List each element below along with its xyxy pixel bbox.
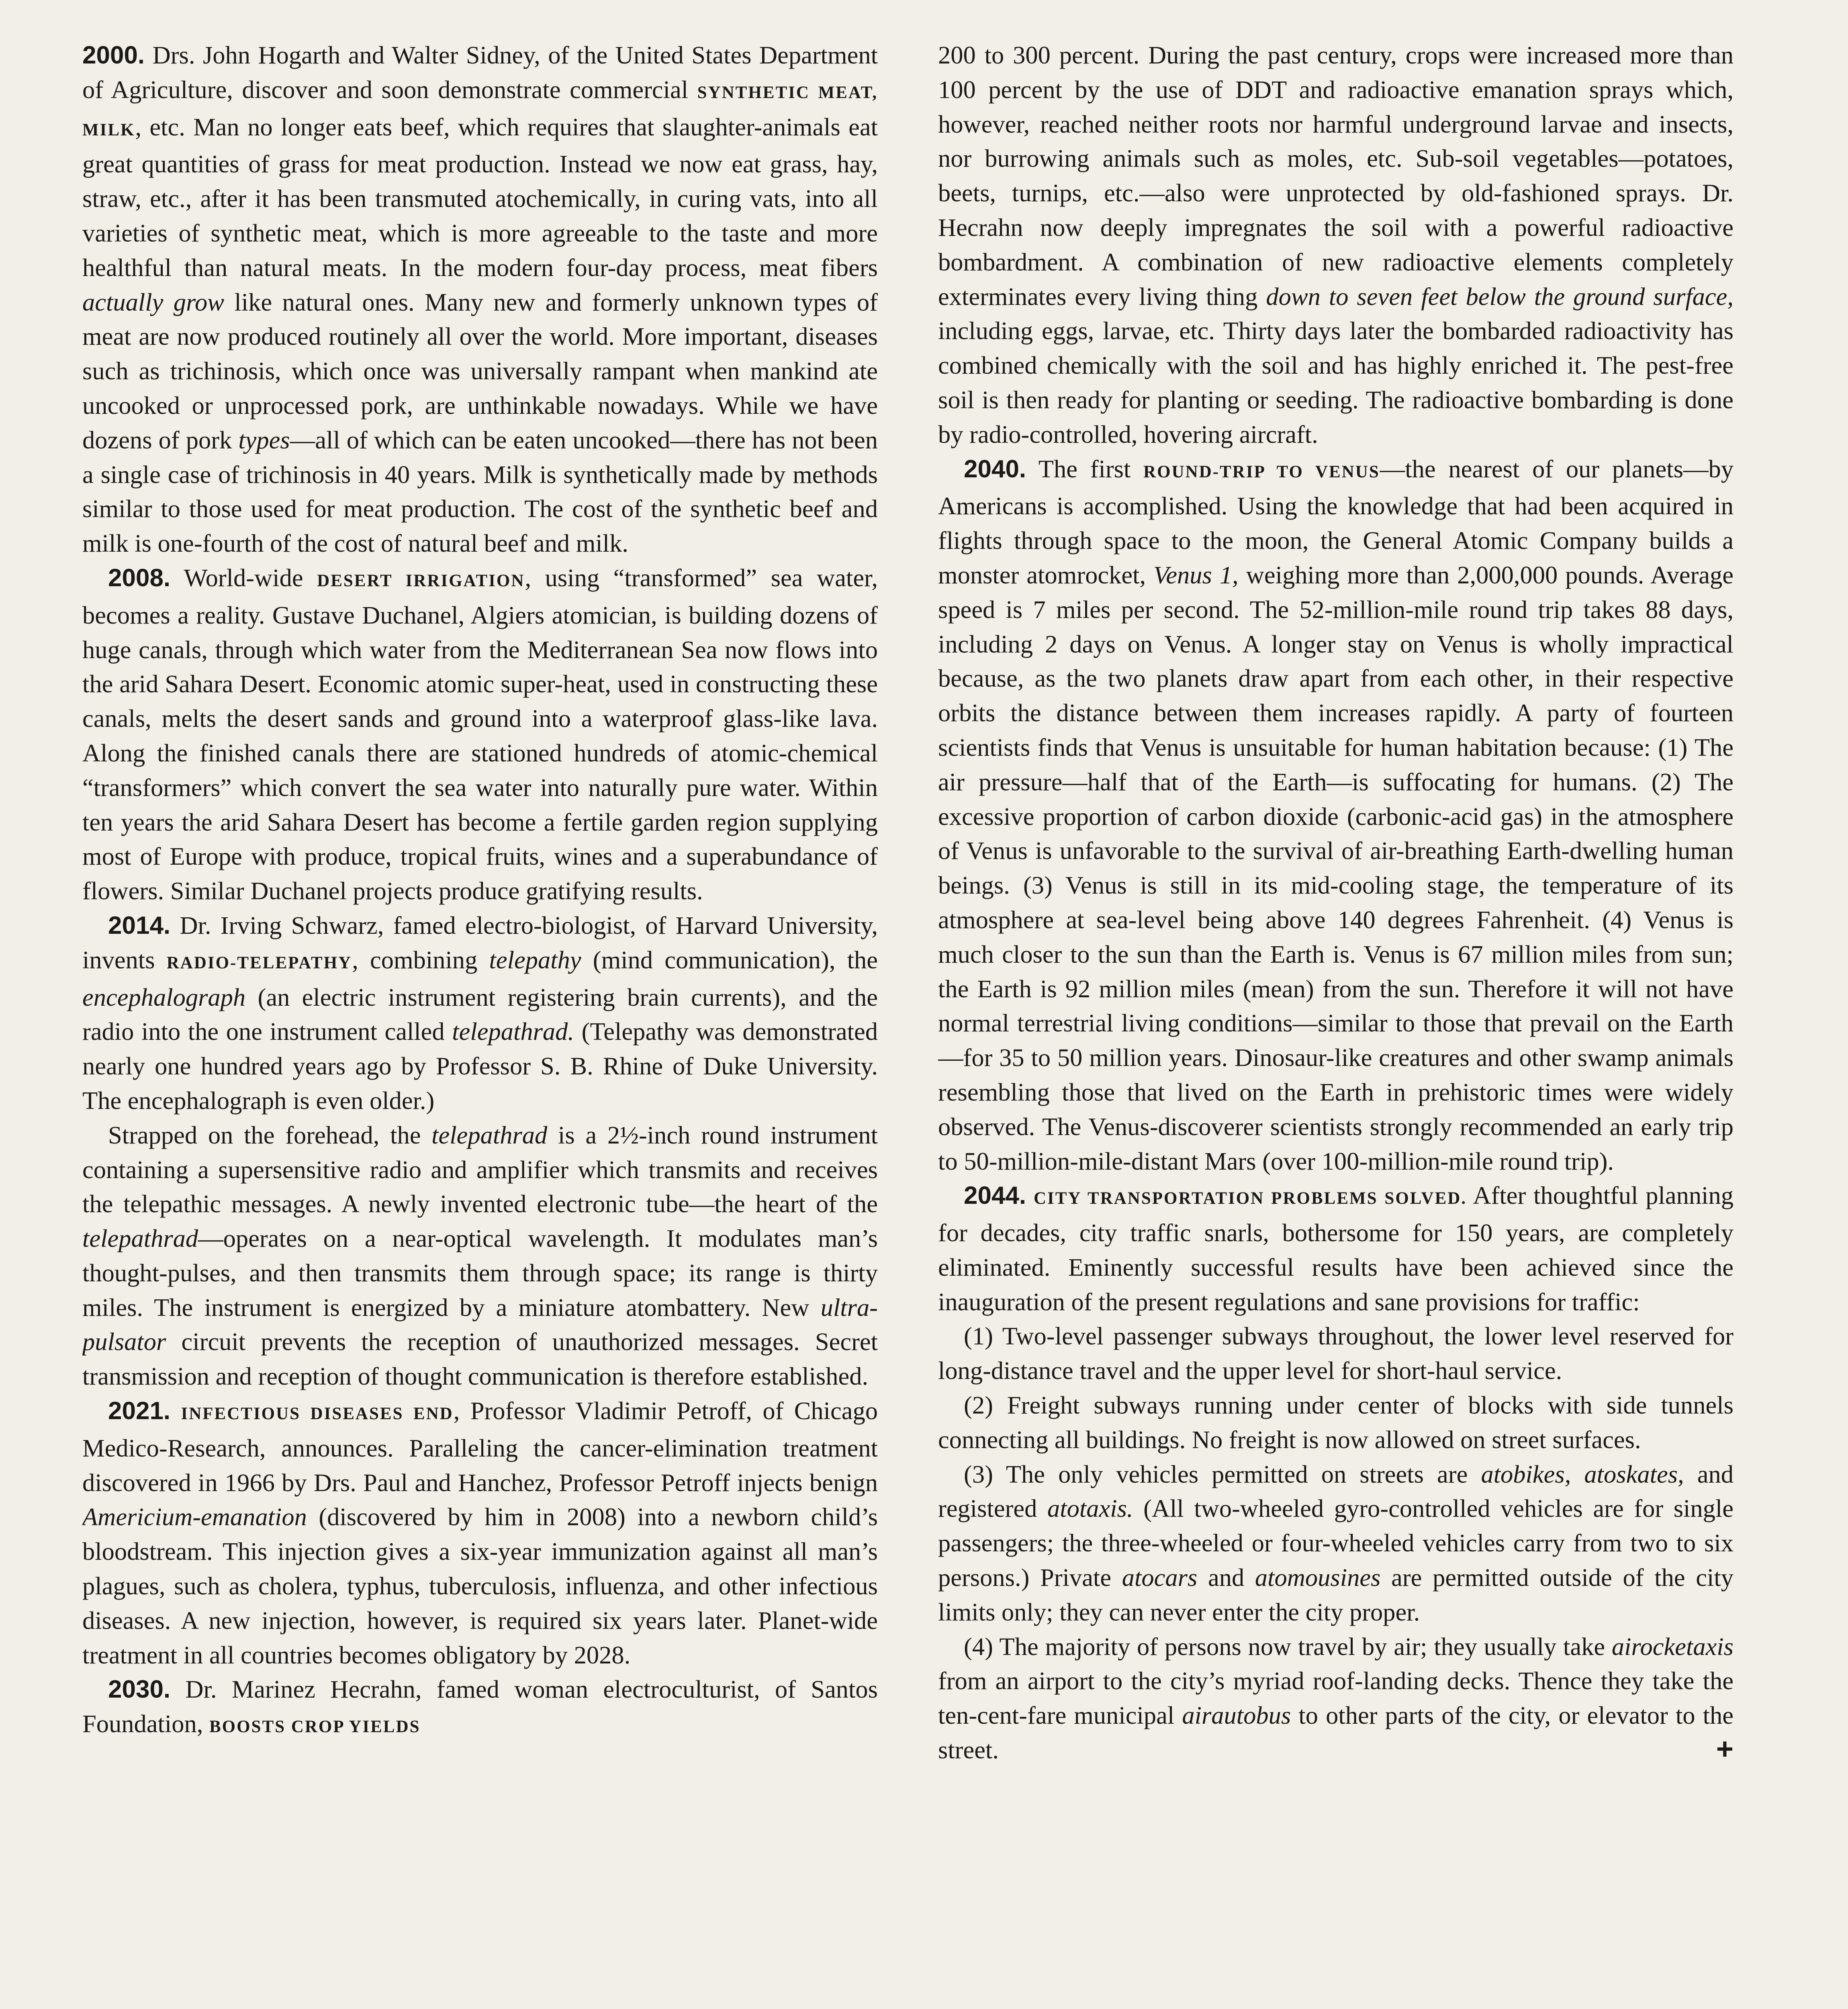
entry-keyword: SYNTHETIC MEAT, MILK	[82, 83, 878, 139]
entry-italic: atotaxis.	[1047, 1494, 1133, 1523]
entry-2014	[82, 908, 878, 1118]
entry-text: (1) Two-level passenger subways throughout, the lower level reserved for long-distance travel and the upper level for short-haul service.	[938, 1322, 1734, 1385]
entry-2040	[938, 452, 1734, 1179]
entry-text: (All two-wheeled gyro-controlled vehicles are for single passengers; the three-wheeled or four-wheeled vehicles carry from two to six persons.) Private	[938, 1494, 1734, 1592]
entry-2044-item-2	[938, 1388, 1734, 1457]
entry-text: The first	[1026, 454, 1144, 483]
entry-2008	[82, 561, 878, 908]
entry-text: like natural ones. Many new and formerly unknown types of meat are now produced routinely all over the world. More important, diseases such as trichinosis, which once was universally rampant when mankind ate uncooked or unprocessed pork, are unthinkable nowadays. While we have dozens of pork	[82, 288, 878, 454]
entry-text: is a 2½-inch round instrument containing a supersensitive radio and amplifier which transmits and receives the telepathic messages. A newly invented electronic tube—the heart of the	[82, 1121, 878, 1218]
entry-italic: types	[238, 426, 290, 454]
entry-italic: down to seven feet below the ground surface,	[1266, 282, 1734, 311]
entry-2021	[82, 1394, 878, 1672]
entry-text: and	[1197, 1563, 1255, 1592]
entry-year: 2021.	[108, 1397, 171, 1425]
entry-italic: telepathy	[489, 945, 581, 974]
entry-2030	[82, 1672, 878, 1744]
entry-keyword: RADIO-TELEPATHY	[166, 953, 352, 972]
entry-italic: Venus 1,	[1153, 561, 1239, 589]
entry-italic: airocketaxis	[1611, 1632, 1734, 1661]
entry-text: to other parts of the city, or elevator to the street.	[938, 1701, 1734, 1764]
entry-text	[170, 1397, 181, 1425]
entry-2044	[938, 1178, 1734, 1319]
entry-text: —operates on a near-optical wavelength. It modulates man’s thought-pulses, and then transmits them through space; its range is thirty miles. The instrument is energized by a miniature atombattery. New	[82, 1224, 878, 1322]
entry-italic: atomousines	[1255, 1563, 1381, 1592]
entry-text: (2) Freight subways running under center of blocks with side tunnels connecting all buildings. No freight is now allowed on street surfaces.	[938, 1391, 1734, 1454]
entry-text: from an airport to the city’s myriad roof-landing decks. Thence they take the ten-cent-fare municipal	[938, 1667, 1734, 1730]
entry-italic: airautobus	[1182, 1701, 1291, 1730]
entry-year: 2040.	[964, 455, 1026, 483]
entry-text: (discovered by him in 2008) into a newborn child’s bloodstream. This injection gives a six-year immunization against all man’s plagues, such as cholera, typhus, tuberculosis, influenza, and other infectious diseases. A new injection, however, is required six years later. Planet-wide treatment in all countries becomes obligatory by 2028.	[82, 1503, 878, 1669]
entry-text: Dr. Marinez Hecrahn, famed woman electroculturist, of Santos Foundation,	[82, 1675, 878, 1738]
entry-text: are permitted outside of the city limits only; they can never enter the city proper.	[938, 1563, 1734, 1626]
entry-text: —the nearest of our planets—by Americans is accomplished. Using the knowledge that had been acquired in flights through space to the moon, the General Atomic Company builds a monster atomrocket,	[938, 454, 1734, 589]
entry-text: (3) The only vehicles permitted on streets are	[964, 1460, 1481, 1488]
entry-year: 2044.	[964, 1182, 1026, 1210]
entry-italic: encephalograph	[82, 983, 246, 1011]
entry-year: 2000.	[82, 41, 145, 69]
left-column	[82, 38, 878, 2009]
entry-text: , using “transformed” sea water, becomes a reality. Gustave Duchanel, Algiers atomician, is building dozens of huge canals, through which water from the Mediterranean Sea now flows into the arid Sahara Desert. Economic atomic super-heat, used in constructing these canals, melts the desert sands and ground into a waterproof glass-like lava. Along the finished canals there are stationed hundreds of atomic-chemical “transformers” which convert the sea water into naturally pure water. Within ten years the arid Sahara Desert has become a fertile garden region supplying most of Europe with produce, tropical fruits, wines and a superabundance of flowers. Similar Duchanel projects produce gratifying results.	[82, 563, 878, 905]
entry-text: World-wide	[170, 563, 317, 592]
entry-italic: Americium-emanation	[82, 1503, 307, 1531]
entry-italic: ultra-pulsator	[82, 1293, 878, 1356]
entry-text	[1026, 1181, 1034, 1209]
entry-2000	[82, 38, 878, 561]
entry-keyword: ROUND-TRIP TO VENUS	[1143, 462, 1380, 481]
entry-text: (an electric instrument registering brain currents), and the radio into the one instrument called	[82, 983, 878, 1046]
entry-italic: actually grow	[82, 288, 224, 316]
entry-italic: atobikes, atoskates,	[1481, 1460, 1684, 1488]
entry-keyword: BOOSTS CROP YIELDS	[209, 1717, 421, 1737]
entry-keyword: CITY TRANSPORTATION PROBLEMS SOLVED.	[1033, 1189, 1467, 1208]
entry-text: (mind communication), the	[581, 945, 878, 974]
entry-text: and registered	[938, 1460, 1734, 1523]
entry-text: weighing more than 2,000,000 pounds. Average speed is 7 miles per second. The 52-million-mile round trip takes 88 days, including 2 days on Venus. A longer stay on Venus is wholly impractical because, as the two planets draw apart from each other, in their respective orbits the distance between them increases rapidly. A party of fourteen scientists finds that Venus is unsuitable for human habitation because: (1) The air pressure—half that of the Earth—is suffocating for humans. (2) The excessive proportion of carbon dioxide (carbonic-acid gas) in the atmosphere of Venus is unfavorable to the survival of air-breathing Earth-dwelling human beings. (3) Venus is still in its mid-cooling stage, the temperature of its atmosphere at sea-level being above 140 degrees Fahrenheit. (4) Venus is much closer to the sun than the Earth is. Venus is 67 million miles from sun; the Earth is 92 million miles (mean) from the sun. Therefore it will not have normal terrestrial living conditions—similar to those that prevail on the Earth—for 35 to 50 million years. Dinosaur-like creatures and other swamp animals resembling those that lived on the Earth in prehistoric times were widely observed. The Venus-discoverer scientists strongly recommended an early trip to 50-million-mile-distant Mars (over 100-million-mile round trip).	[938, 561, 1734, 1175]
entry-2044-item-1	[938, 1319, 1734, 1388]
entry-2030-continued	[938, 38, 1734, 452]
entry-text: , combining	[352, 945, 489, 974]
entry-text: (Telepathy was demonstrated nearly one hundred years ago by Professor S. B. Rhine of Duke University. The encephalograph is even older.)	[82, 1017, 878, 1115]
entry-italic: telepathrad	[82, 1224, 198, 1253]
entry-2044-item-4	[938, 1630, 1734, 1768]
entry-text: circuit prevents the reception of unauthorized messages. Secret transmission and reception of thought communication is therefore established.	[82, 1328, 878, 1391]
entry-text: 200 to 300 percent. During the past century, crops were increased more than 100 percent by the use of DDT and radioactive emanation sprays which, however, reached neither roots nor harmful underground larvae and insects, nor burrowing animals such as moles, etc. Sub-soil vegetables—potatoes, beets, turnips, etc.—also were unprotected by old-fashioned sprays. Dr. Hecrahn now deeply impregnates the soil with a powerful radioactive bombardment. A combination of new radioactive elements completely exterminates every living thing	[938, 41, 1734, 311]
end-mark-icon: +	[1716, 1732, 1734, 1766]
entry-2044-item-3	[938, 1457, 1734, 1630]
entry-text: , etc. Man no longer eats beef, which requires that slaughter-animals eat great quantities of grass for meat production. Instead we now eat grass, hay, straw, etc., after it has been transmuted atochemically, in curing vats, into all varieties of synthetic meat, which is more agreeable to the taste and more healthful than natural meats. In the modern four-day process, meat fibers	[82, 113, 878, 282]
entry-year: 2014.	[108, 911, 171, 939]
entry-year: 2030.	[108, 1676, 171, 1704]
entry-year: 2008.	[108, 564, 171, 592]
entry-italic: telepathrad	[431, 1121, 548, 1149]
entry-text: , Professor Vladimir Petroff, of Chicago Medico-Research, announces. Paralleling the cancer-elimination treatment discovered in 1966 by Drs. Paul and Hanchez, Professor Petroff injects benign	[82, 1397, 878, 1497]
entry-keyword: DESERT IRRIGATION	[317, 571, 525, 590]
entry-text: including eggs, larvae, etc. Thirty days later the bombarded radioactivity has combined chemically with the soil and has highly enriched it. The pest-free soil is then ready for planting or seeding. The radioactive bombarding is done by radio-controlled, hovering aircraft.	[938, 317, 1734, 448]
entry-text: Strapped on the forehead, the	[108, 1121, 432, 1149]
entry-keyword: INFECTIOUS DISEASES END	[181, 1404, 454, 1424]
right-column	[938, 38, 1734, 2009]
entry-text: Drs. John Hogarth and Walter Sidney, of the United States Department of Agriculture, discover and soon demonstrate commercial	[82, 41, 878, 104]
entry-text: After thoughtful planning for decades, city traffic snarls, bothersome for 150 years, are completely eliminated. Eminently successful results have been achieved since the inauguration of the present regulations and sane provisions for traffic:	[938, 1181, 1734, 1316]
entry-text: —all of which can be eaten uncooked—there has not been a single case of trichinosis in 40 years. Milk is synthetically made by methods similar to those used for meat production. The cost of the synthetic beef and milk is one-fourth of the cost of natural beef and milk.	[82, 426, 878, 558]
entry-italic: atocars	[1122, 1563, 1198, 1592]
entry-2014-paragraph-2	[82, 1118, 878, 1394]
entry-italic: telepathrad.	[452, 1017, 574, 1046]
entry-text: Dr. Irving Schwarz, famed electro-biologist, of Harvard University, invents	[82, 911, 878, 974]
entry-text: (4) The majority of persons now travel by air; they usually take	[964, 1632, 1612, 1661]
